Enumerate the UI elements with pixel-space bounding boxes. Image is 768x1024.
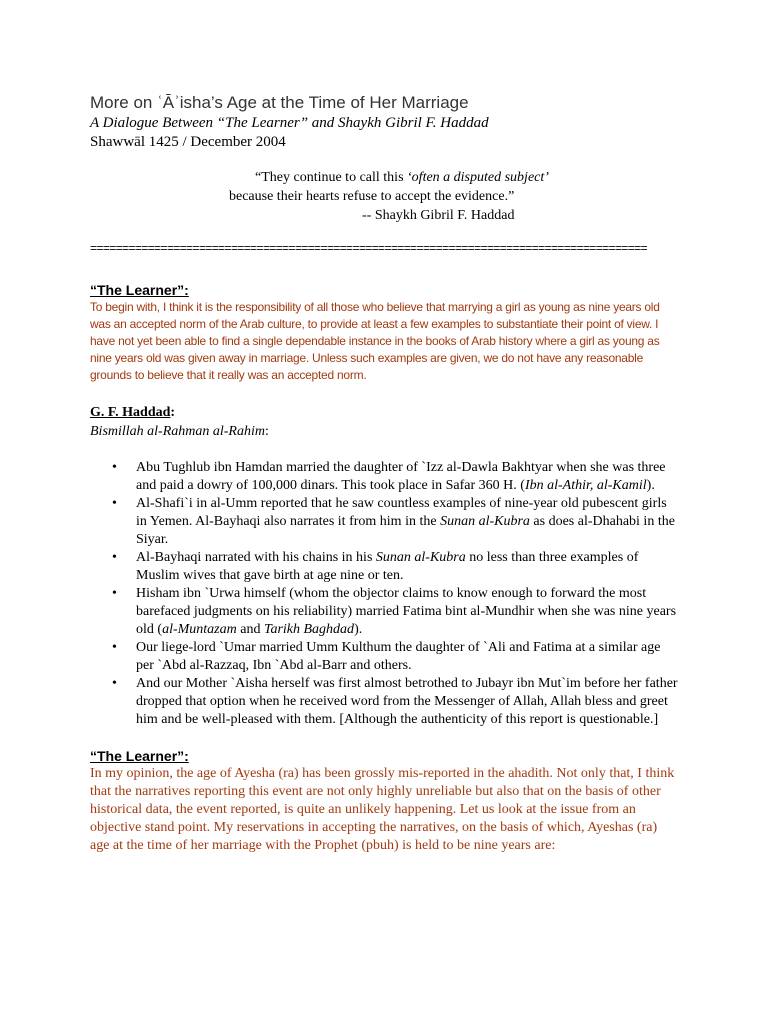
bullet-icon: • xyxy=(112,640,117,655)
epigraph-attribution: -- Shaykh Gibril F. Haddad xyxy=(362,208,515,223)
learner-heading-2: “The Learner”: xyxy=(90,748,189,764)
haddad-heading-colon: : xyxy=(170,405,176,420)
learner-paragraph-1: To begin with, I think it is the responsibility of all those who believe that marrying a girl as young as nine years old was an accepted norm of the Arab culture, to provide at least a few examples to substantiate their point of view. I have not yet been able to find a single dependable instance in the books of Arab history where a girl as young as nine years old was given away in marriage. Unless such examples are given, we do not have any reasonable grounds to believe that it really was an accepted norm. xyxy=(90,300,660,382)
haddad-heading: G. F. Haddad xyxy=(90,405,171,420)
list-item xyxy=(90,549,678,585)
epigraph xyxy=(90,168,678,225)
bullet-icon: • xyxy=(112,460,117,475)
learner-section-1 xyxy=(90,281,678,384)
item-text-end: no less than three examples of Muslim wives that gave birth at age nine or ten. xyxy=(136,550,639,583)
bullet-icon: • xyxy=(112,586,117,601)
haddad-section xyxy=(90,403,678,729)
bismillah-colon: : xyxy=(265,424,269,439)
item-citation: al-Muntazam xyxy=(162,622,237,637)
item-text: Al-Bayhaqi narrated with his chains in his xyxy=(136,550,376,565)
haddad-heading-row xyxy=(90,403,678,422)
list-item xyxy=(90,495,678,549)
item-text-end: as does al-Dhahabi in the Siyar. xyxy=(136,514,675,547)
epigraph-italic-phrase: ‘often a disputed subject’ xyxy=(407,170,549,185)
learner-paragraph-2: In my opinion, the age of Ayesha (ra) has been grossly mis-reported in the ahadith. Not only that, I think that the narratives reporting this event are not only highly unreliable but also that on the basis of other historical data, the event reported, is quite an unlikely happening. Let us look at the issue from an objective stand point. My reservations in accepting the narratives, on the basis of which, Ayeshas (ra) age at the time of her marriage with the Prophet (pbuh) is held to be nine years are: xyxy=(90,766,675,853)
item-citation: Sunan al-Kubra xyxy=(440,514,530,529)
document-date: Shawwāl 1425 / December 2004 xyxy=(90,134,286,150)
epigraph-line-1 xyxy=(90,168,678,187)
item-text: Our liege-lord `Umar married Umm Kulthum the daughter of `Ali and Fatima at a similar age per `Abd al-Razzaq, Ibn `Abd al-Barr and others. xyxy=(136,640,661,673)
item-citation: Sunan al-Kubra xyxy=(375,550,466,565)
item-text: Abu Tughlub ibn Hamdan married the daughter of `Izz al-Dawla Bakhtyar when she was three and paid a dowry of 100,000 dinars. This took place in Safar 360 H. ( xyxy=(136,460,666,493)
bullet-icon: • xyxy=(112,496,117,511)
learner-section-2 xyxy=(90,747,678,855)
bullet-icon: • xyxy=(112,550,117,565)
item-text: Al-Shafi`i in al-Umm reported that he saw countless examples of nine-year old pubescent girls in Yemen. Al-Bayhaqi also narrates it from him in the xyxy=(136,496,667,529)
list-item xyxy=(90,585,678,639)
item-citation-2: Tarikh Baghdad xyxy=(263,622,355,637)
item-citation: Ibn al-Athir, al-Kamil xyxy=(524,478,647,493)
epigraph-line-2: because their hearts refuse to accept the evidence.” xyxy=(229,189,515,204)
item-text: Hisham ibn `Urwa himself (whom the objector claims to know enough to forward the most barefaced judgments on his reliability) married Fatima bint al-Mundhir when she was nine years old ( xyxy=(136,586,677,637)
item-text-end: ). xyxy=(354,622,363,637)
bullet-icon: • xyxy=(112,676,117,691)
item-text-joiner: and xyxy=(236,622,264,637)
document-title: More on ʿĀʾisha’s Age at the Time of Her Marriage xyxy=(90,93,469,112)
epigraph-line-1-text: “They continue to call this xyxy=(255,170,408,185)
divider-line: ======================================================================================= xyxy=(90,242,647,256)
examples-list xyxy=(90,459,678,729)
learner-heading-1: “The Learner”: xyxy=(90,282,189,298)
list-item xyxy=(90,459,678,495)
list-item xyxy=(90,639,678,675)
item-text: And our Mother `Aisha herself was first almost betrothed to Jubayr ibn Mut`im before her father dropped that option when he received word from the Messenger of Allah, Allah bless and greet him and be well-pleased with them. [Although the authenticity of this report is questionable.] xyxy=(136,676,678,727)
bismillah-row xyxy=(90,422,678,441)
item-text-end: ). xyxy=(646,478,655,493)
list-item xyxy=(90,675,678,729)
bismillah: Bismillah al-Rahman al-Rahim xyxy=(90,424,265,439)
document-subtitle: A Dialogue Between “The Learner” and Shaykh Gibril F. Haddad xyxy=(90,115,489,131)
